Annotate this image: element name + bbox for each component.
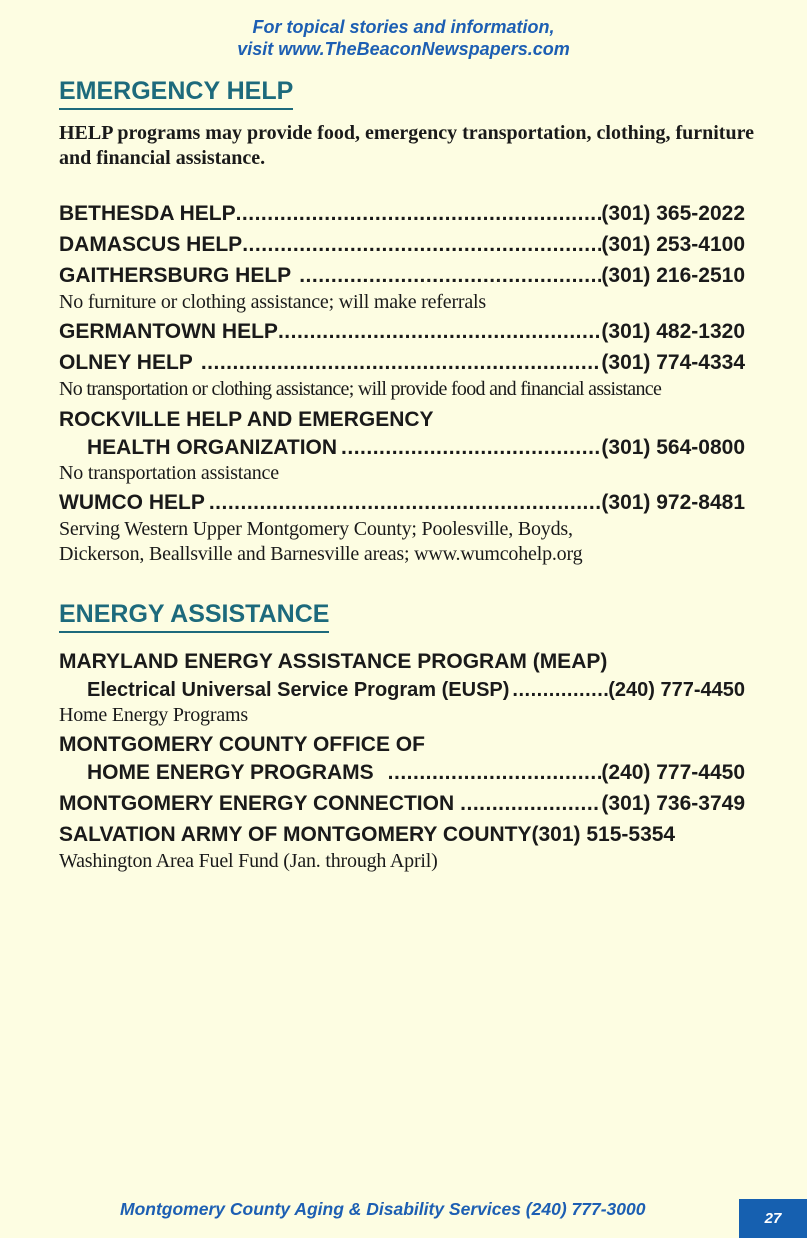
- listing-energy-connection: [59, 790, 745, 818]
- listing-rockville: [87, 434, 745, 462]
- listing-meap-name: MARYLAND ENERGY ASSISTANCE PROGRAM (MEAP): [59, 650, 608, 673]
- phone-number: (301) 365-2022: [601, 202, 745, 225]
- banner-line-2: visit www.TheBeaconNewspapers.com: [237, 39, 570, 59]
- listing-name: HEALTH ORGANIZATION: [87, 436, 338, 459]
- listing-note: No furniture or clothing assistance; will make referrals: [59, 291, 486, 313]
- footer-agency-line: Montgomery County Aging & Disability Services (240) 777-3000: [120, 1199, 646, 1219]
- banner-line-1: For topical stories and information,: [252, 17, 555, 37]
- listing-meap: [87, 676, 745, 704]
- listing-name: SALVATION ARMY OF MONTGOMERY COUNTY: [59, 823, 532, 846]
- dot-leader: [512, 676, 608, 704]
- phone-number: (301) 216-2510: [601, 264, 745, 287]
- listing-note: Dickerson, Beallsville and Barnesville areas; www.wumcohelp.org: [59, 543, 583, 565]
- listing-olney: [59, 349, 745, 377]
- listing-name: GERMANTOWN HELP: [59, 320, 278, 343]
- phone-number: (301) 515-5354: [531, 823, 676, 846]
- phone-number: (240) 777-4450: [601, 761, 745, 784]
- dot-leader: [460, 790, 601, 818]
- listing-name: BETHESDA HELP: [59, 202, 236, 225]
- dot-leader: [278, 318, 601, 346]
- phone-number: (240) 777-4450: [608, 679, 745, 701]
- dot-leader: [388, 759, 602, 787]
- dot-leader: [341, 434, 601, 462]
- phone-number: (301) 736-3749: [601, 792, 745, 815]
- page-number: 27: [739, 1199, 807, 1238]
- listing-mcohep-name: MONTGOMERY COUNTY OFFICE OF: [59, 733, 425, 756]
- listing-gaithersburg: [59, 262, 745, 290]
- listing-name: WUMCO HELP: [59, 491, 205, 514]
- emergency-help-intro: HELP programs may provide food, emergency transportation, clothing, furniture and financial assistance.: [59, 122, 754, 169]
- listing-damascus: [59, 231, 745, 259]
- listing-name: Electrical Universal Service Program (EUSP): [87, 679, 510, 701]
- listing-note: Serving Western Upper Montgomery County; Poolesville, Boyds,: [59, 518, 573, 540]
- emergency-help-heading: EMERGENCY HELP: [59, 76, 293, 110]
- listing-salvation-army: [59, 821, 753, 849]
- dot-leader: [201, 349, 602, 377]
- energy-assistance-heading: ENERGY ASSISTANCE: [59, 599, 329, 633]
- phone-number: (301) 253-4100: [601, 233, 745, 256]
- phone-number: (301) 564-0800: [601, 436, 745, 459]
- listing-note: No transportation or clothing assistance; will provide food and financial assistance: [59, 378, 662, 400]
- listing-note: No transportation assistance: [59, 462, 279, 484]
- listing-name: DAMASCUS HELP: [59, 233, 243, 256]
- listing-name: OLNEY HELP: [59, 351, 193, 374]
- listing-note: Washington Area Fuel Fund (Jan. through April): [59, 850, 438, 872]
- phone-number: (301) 774-4334: [601, 351, 745, 374]
- listing-wumco: [59, 489, 745, 517]
- dot-leader: [242, 231, 601, 259]
- listing-name: HOME ENERGY PROGRAMS: [87, 761, 374, 784]
- phone-number: (301) 972-8481: [601, 491, 745, 514]
- listing-mcohep: [87, 759, 745, 787]
- dot-leader: [236, 200, 602, 228]
- phone-number: (301) 482-1320: [601, 320, 745, 343]
- listing-name: MONTGOMERY ENERGY CONNECTION: [59, 792, 455, 815]
- listing-germantown: [59, 318, 745, 346]
- top-banner: [0, 16, 807, 60]
- listing-name: GAITHERSBURG HELP: [59, 264, 292, 287]
- listing-note: Home Energy Programs: [59, 704, 248, 726]
- listing-bethesda: [59, 200, 745, 228]
- listing-rockville-name: ROCKVILLE HELP AND EMERGENCY: [59, 408, 434, 431]
- dot-leader: [299, 262, 601, 290]
- dot-leader: [209, 489, 602, 517]
